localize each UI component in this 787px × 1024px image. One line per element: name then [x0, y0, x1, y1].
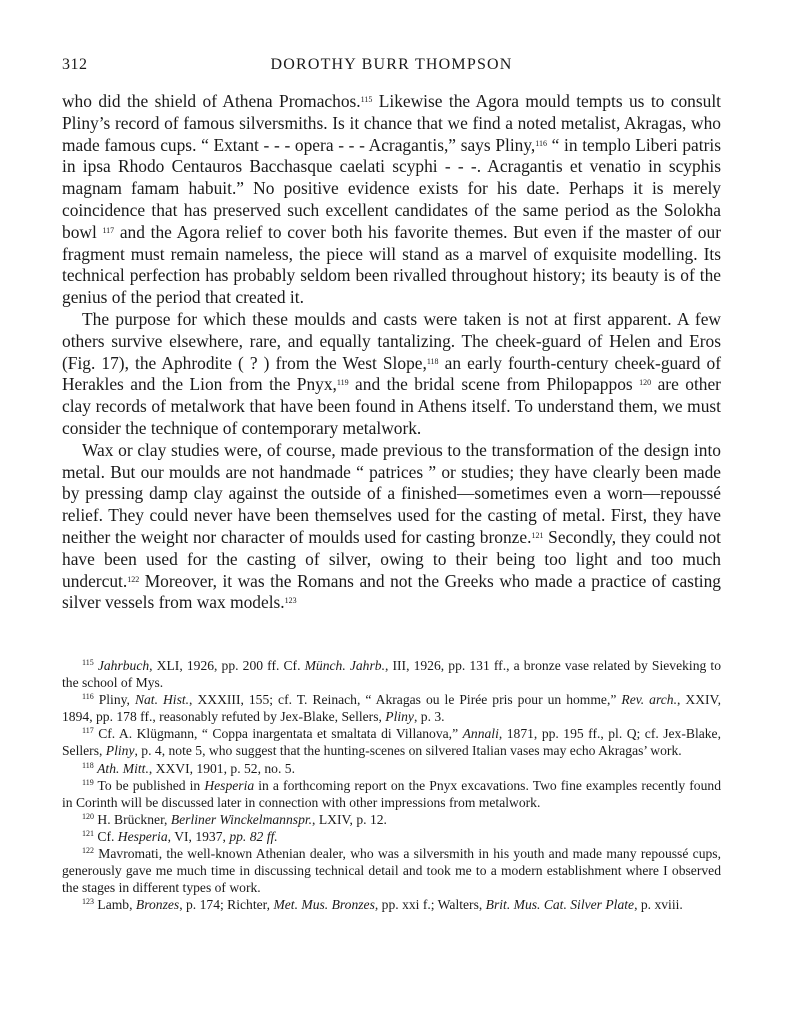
italic-text: Rev. arch. — [621, 692, 677, 708]
note-reference: 122 — [82, 846, 94, 856]
text-run: in a forthcoming report on the Pnyx excavations. Two fine examples recently found in Corinth will be discussed later in connection with other impressions from metalwork. — [62, 777, 721, 810]
text-run: Moreover, it was the Romans and not the Greeks who made a practice of casting silver vessels from wax models. — [62, 570, 721, 613]
page-header — [62, 56, 721, 78]
text-run: Cf. — [94, 828, 118, 844]
note-reference: 119 — [336, 378, 349, 388]
text-run: and the bridal scene from Philopappos — [348, 374, 640, 395]
footnote — [62, 896, 721, 913]
note-reference: 123 — [284, 596, 297, 606]
italic-text: Ath. Mitt. — [97, 760, 149, 776]
note-reference: 120 — [82, 811, 94, 821]
footnote — [62, 777, 721, 811]
text-run: Lamb, — [94, 897, 136, 913]
note-reference: 115 — [360, 95, 373, 104]
note-reference: 118 — [426, 356, 439, 366]
note-reference: 116 — [82, 692, 94, 702]
text-run: , p. xviii. — [634, 897, 683, 913]
text-run: Likewise the Agora mould tempts us to consult Pliny’s record of famous silversmiths. Is it chance that we find a noted metalist, Akragas, who made famous cups. “ Extant - - - opera - - - Acragantis,” says Pliny, — [62, 91, 721, 155]
text-run: and the Agora relief to cover both his favorite themes. But even if the master of our fragment must remain nameless, the piece will stand as a marvel of exquisite modelling. Its technical perfection has probably seldom been rivalled throughout history; its beauty is of the genius of the period that created it. — [62, 221, 721, 308]
text-run: , LXIV, p. 12. — [312, 811, 387, 827]
italic-text: pp. 82 ff. — [229, 828, 278, 844]
text-run: , p. 4, note 5, who suggest that the hunting-scenes on silvered Italian vases may echo Akragas’ work. — [134, 743, 682, 759]
note-reference: 115 — [82, 658, 94, 667]
paragraph — [62, 440, 721, 614]
note-reference: 118 — [82, 760, 94, 770]
note-reference: 117 — [82, 726, 94, 736]
footnotes — [62, 657, 721, 913]
note-reference: 119 — [82, 777, 94, 787]
footnote — [62, 811, 721, 828]
text-run: , XXXIII, 155; cf. T. Reinach, “ Akragas ou le Pirée pris pour un homme,” — [189, 692, 622, 708]
italic-text: Pliny — [105, 743, 135, 759]
italic-text: Nat. Hist. — [134, 692, 190, 708]
note-reference: 122 — [127, 574, 140, 584]
text-run: The purpose for which these moulds and casts were taken is not at first apparent. A few others survive elsewhere, rare, and equally tantalizing. The cheek-guard of Helen and Eros (Fig. 17), the Aphrodite ( ? ) from the West Slope, — [62, 308, 721, 373]
italic-text: Hesperia — [117, 828, 168, 844]
text-run: Mavromati, the well-known Athenian dealer, who was a silversmith in his youth and made many repoussé cups, generously gave me much time in discussing technical detail and took me to a modern establishment where I observed the stages in different types of work. — [62, 846, 721, 896]
italic-text: Jahrbuch — [97, 658, 150, 673]
footnote — [62, 760, 721, 777]
note-reference: 123 — [82, 897, 94, 907]
italic-text: Pliny — [385, 709, 414, 725]
text-run: , VI, 1937, — [167, 828, 230, 844]
italic-text: Bronzes — [135, 897, 180, 913]
text-run: To be published in — [93, 777, 205, 793]
italic-text: Münch. Jahrb. — [304, 658, 385, 673]
text-run: who did the shield of Athena Promachos. — [62, 91, 361, 111]
note-reference: 121 — [531, 530, 544, 540]
note-reference: 120 — [639, 378, 652, 388]
page-number: 312 — [62, 56, 88, 73]
italic-text: Berliner Winckelmannspr. — [170, 811, 313, 827]
text-run: an early fourth-century cheek-guard of Herakles and the Lion from the Pnyx, — [62, 352, 721, 395]
note-reference: 116 — [535, 138, 547, 148]
italic-text: Brit. Mus. Cat. Silver Plate — [485, 897, 635, 913]
text-run: , p. 3. — [413, 709, 445, 725]
text-run: are other clay records of metalwork that have been found in Athens itself. To understand them, we must consider the technique of contemporary metalwork. — [62, 374, 721, 438]
text-run: , XXIV, 1894, pp. 178 ff., reasonably refuted by Jex-Blake, Sellers, — [62, 692, 722, 725]
body-text — [62, 91, 721, 614]
italic-text: Hesperia — [204, 777, 255, 793]
text-run: , pp. xxi f.; Walters, — [374, 897, 486, 913]
note-reference: 117 — [102, 225, 115, 235]
text-run: Secondly, they could not have been used for the casting of silver, owing to their being too light and too much undercut. — [62, 526, 721, 591]
text-run: “ in templo Liberi patris in ipsa Rhodo Centauros Bacchasque caelati scyphi - - -. Acragantis et venatio in scyphis magnam famam habuit.” No positive evidence exists for his date. Perhaps it is merely coincidence that has preserved such excellent candidates of the same period as the Solokha bowl — [62, 134, 721, 242]
running-head: DOROTHY BURR THOMPSON — [270, 56, 513, 73]
text-run: , XXVI, 1901, p. 52, no. 5. — [148, 760, 295, 776]
footnote — [62, 845, 721, 896]
footnote — [62, 725, 721, 759]
text-run: Cf. A. Klügmann, “ Coppa inargentata et smaltata di Villanova,” — [93, 726, 463, 742]
text-run: Pliny, — [93, 692, 135, 708]
footnote — [62, 828, 721, 845]
text-run: , 1871, pp. 195 ff., pl. Q; cf. Jex-Blake, Sellers, — [62, 726, 721, 759]
footnote — [62, 657, 721, 691]
paragraph — [62, 309, 721, 440]
text-run: , p. 174; Richter, — [179, 897, 274, 913]
footnote — [62, 691, 721, 725]
text-run: , XLI, 1926, pp. 200 ff. Cf. — [149, 658, 305, 673]
text-run: H. Brückner, — [94, 811, 171, 827]
paragraph — [62, 91, 721, 309]
text-run: , III, 1926, pp. 131 ff., a bronze vase related by Sieveking to the school of Mys. — [62, 658, 721, 691]
text-run: Wax or clay studies were, of course, made previous to the transformation of the design into metal. But our moulds are not handmade “ patrices ” or studies; they have clearly been made by pressing damp clay against the outside of a finished—sometimes even a worn—repoussé relief. They could never have been themselves used for the casting of metal. First, they have neither the weight nor character of moulds used for casting bronze. — [62, 439, 721, 547]
italic-text: Met. Mus. Bronzes — [273, 897, 375, 913]
note-reference: 121 — [82, 828, 94, 838]
italic-text: Annali — [462, 726, 499, 742]
